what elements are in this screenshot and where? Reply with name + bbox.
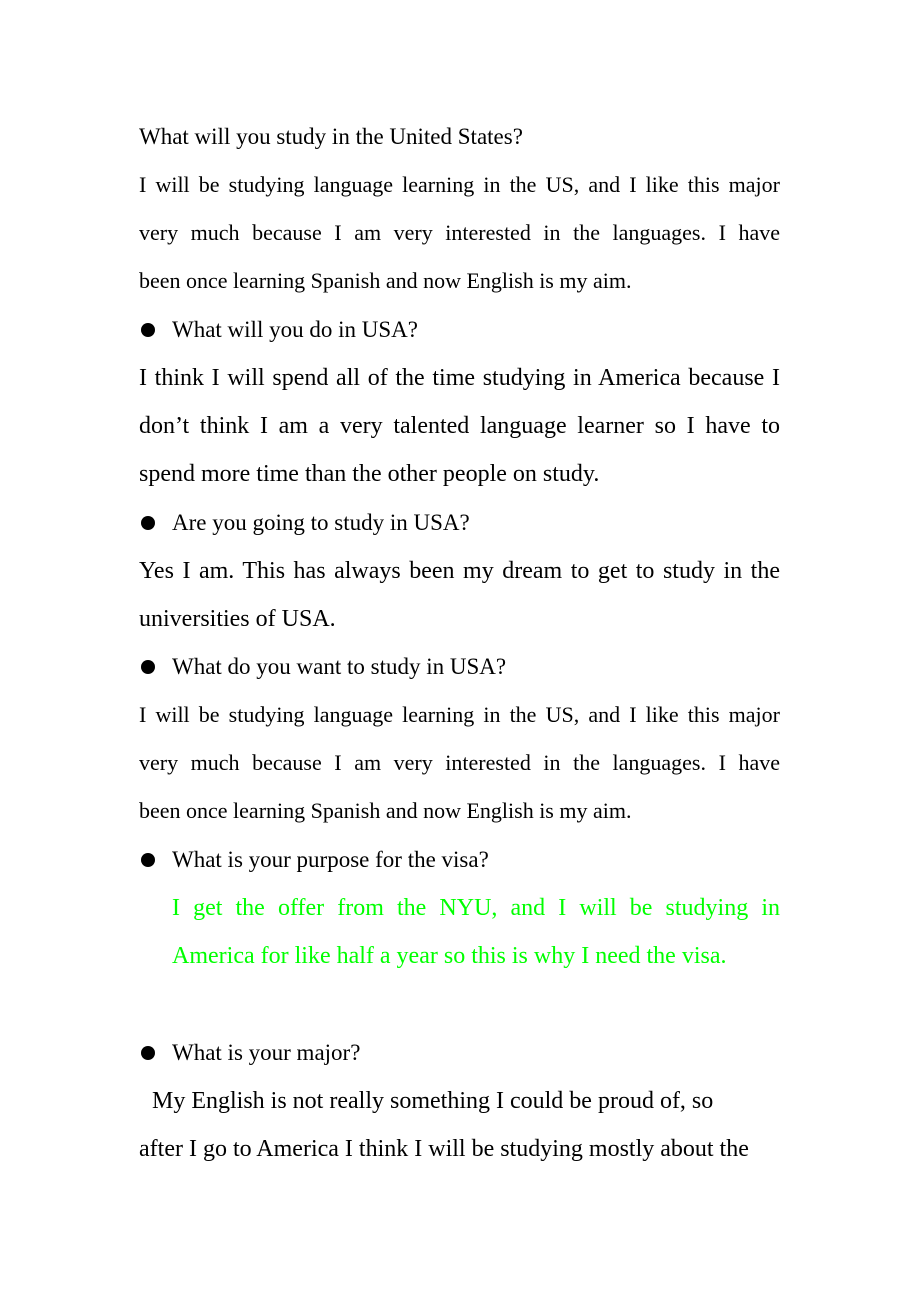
answer-line: Yes I am. This has always been my dream to get to study in the <box>139 558 780 584</box>
question-text: What is your major? <box>172 1040 361 1065</box>
question-text: What will you do in USA? <box>172 317 418 342</box>
question-text: Are you going to study in USA? <box>172 510 470 535</box>
answer-line: I think I will spend all of the time studying in America because I <box>139 365 780 391</box>
bullet-question <box>139 643 780 691</box>
question-text: What is your purpose for the visa? <box>172 847 489 872</box>
bullet-icon <box>141 1046 155 1060</box>
answer-line: don’t think I am a very talented language learner so I have to <box>139 413 780 439</box>
question-heading: What will you study in the United States? <box>139 124 523 149</box>
answer-line: I will be studying language learning in the US, and I like this major <box>139 172 780 197</box>
highlighted-answer-line: I get the offer from the NYU, and I will be studying in <box>172 895 780 921</box>
answer-line: universities of USA. <box>139 606 336 632</box>
answer-line: been once learning Spanish and now English is my aim. <box>139 268 632 293</box>
answer-line: after I go to America I think I will be studying mostly about the <box>139 1136 749 1162</box>
answer-line: been once learning Spanish and now English is my aim. <box>139 798 632 823</box>
bullet-icon <box>141 660 155 674</box>
bullet-icon <box>141 323 155 337</box>
highlighted-answer-line: America for like half a year so this is why I need the visa. <box>172 943 727 969</box>
bullet-icon <box>141 853 155 867</box>
answer-line: I will be studying language learning in the US, and I like this major <box>139 702 780 727</box>
question-text: What do you want to study in USA? <box>172 654 507 679</box>
answer-line: My English is not really something I could be proud of, so <box>152 1088 714 1114</box>
bullet-question <box>139 1029 780 1077</box>
answer-line: spend more time than the other people on study. <box>139 461 600 487</box>
answer-line: very much because I am very interested in the languages. I have <box>139 220 780 245</box>
bullet-question <box>139 306 780 354</box>
bullet-question <box>139 836 780 884</box>
bullet-question <box>139 499 780 547</box>
bullet-icon <box>141 516 155 530</box>
answer-line: very much because I am very interested in the languages. I have <box>139 750 780 775</box>
